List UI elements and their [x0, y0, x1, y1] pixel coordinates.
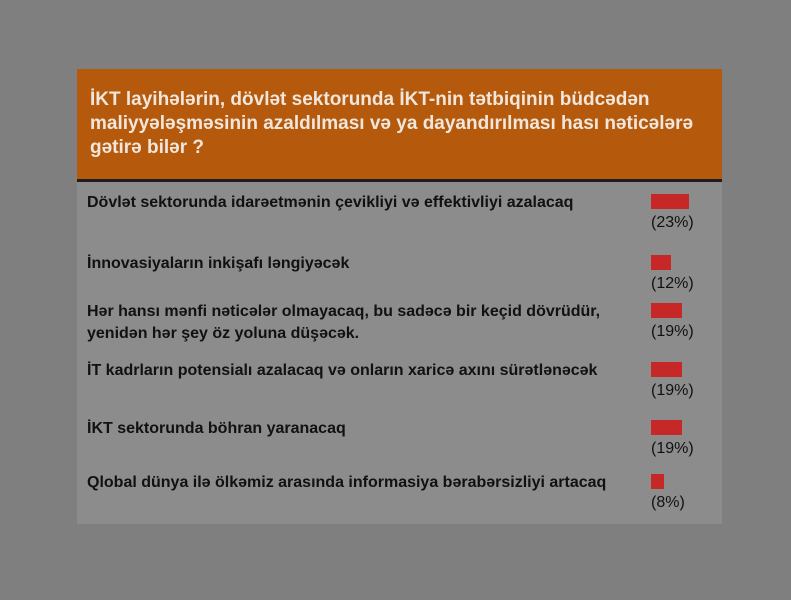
poll-option-bar — [651, 194, 689, 209]
poll-option-label: Qlobal dünya ilə ölkəmiz arasında informasiya bərabərsizliyi artacaq — [87, 474, 607, 491]
poll-options — [77, 182, 722, 524]
poll-option-percent: (12%) — [651, 275, 694, 292]
poll-option-bar — [651, 420, 682, 435]
poll-option-bar — [651, 303, 682, 318]
poll-option-label: İnnovasiyaların inkişafı ləngiyəcək — [87, 255, 350, 272]
poll-option-bar — [651, 255, 671, 270]
poll-option-percent: (19%) — [651, 382, 694, 399]
poll-widget — [77, 69, 722, 524]
poll-option-bar — [651, 474, 664, 489]
poll-option-percent: (19%) — [651, 440, 694, 457]
poll-question: İKT layihələrin, dövlət sektorunda İKT-nin tətbiqinin büdcədən maliyyələşməsinin azaldılması və ya dayandırılması hası nəticələrə gətirə bilər ? — [90, 89, 694, 158]
poll-option-row — [77, 418, 722, 474]
poll-option-label: İT kadrların potensialı azalacaq və onların xaricə axını sürətlənəcək — [87, 362, 598, 379]
poll-option-percent: (19%) — [651, 323, 694, 340]
poll-option-label: İKT sektorunda böhran yaranacaq — [87, 420, 346, 437]
poll-option-percent: (8%) — [651, 494, 685, 511]
poll-option-label: Dövlət sektorunda idarəetmənin çevikliyi və effektivliyi azalacaq — [87, 194, 574, 211]
poll-option-label: Hər hansı mənfi nəticələr olmayacaq, bu sadəcə bir keçid dövrüdür, yenidən hər şey öz yoluna düşəcək. — [87, 303, 601, 342]
poll-option-row — [77, 360, 722, 416]
poll-option-bar — [651, 362, 682, 377]
poll-header — [77, 69, 722, 182]
poll-option-percent: (23%) — [651, 214, 694, 231]
poll-option-row — [77, 192, 722, 248]
poll-option-row — [77, 472, 722, 528]
poll-option-row — [77, 301, 722, 357]
